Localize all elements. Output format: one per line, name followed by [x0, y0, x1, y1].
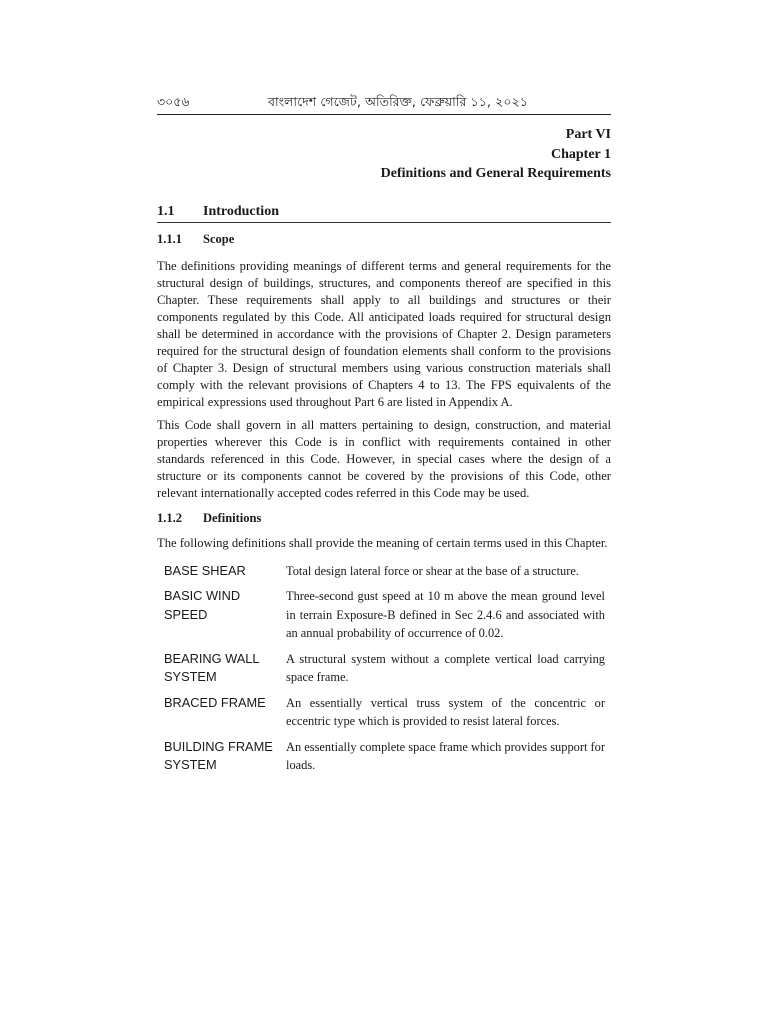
subsection-title: Definitions — [203, 510, 262, 525]
definition-row — [157, 562, 611, 581]
subsection-number: 1.1.2 — [157, 510, 182, 525]
section-title: Introduction — [203, 203, 279, 219]
subsection-heading-scope — [157, 232, 611, 247]
definition-description: An essentially vertical truss system of the concentric or eccentric type which is provided to resist lateral forces. — [286, 695, 605, 728]
gazette-header — [157, 92, 611, 112]
subsection-title: Scope — [203, 231, 235, 246]
definitions-list — [157, 562, 611, 775]
gazette-title: বাংলাদেশ গেজেট, অতিরিক্ত, ফেব্রুয়ারি ১১, ২০২১ — [268, 94, 528, 109]
definition-row — [157, 650, 611, 687]
definition-term: BUILDING FRAME SYSTEM — [164, 738, 273, 772]
definition-term: BRACED FRAME — [164, 694, 266, 710]
definition-description: Three-second gust speed at 10 m above the mean ground level in terrain Exposure-B defined in Sec 2.4.6 and associated with an annual probability of occurrence of 0.02. — [286, 589, 605, 640]
subsection-heading-definitions — [157, 511, 611, 526]
chapter-label: Chapter 1 — [550, 146, 611, 162]
section-heading — [157, 204, 611, 223]
scope-paragraph-2: This Code shall govern in all matters pertaining to design, construction, and material properties wherever this Code is in conflict with requirements contained in other standards referenced in this Code. However, in special cases where the design of a structure or its components cannot be covered by the provisions of this Code, other relevant internationally accepted codes referred in this Code may be used. — [157, 417, 611, 500]
definition-description: An essentially complete space frame which provides support for loads. — [286, 739, 605, 772]
definition-row — [157, 738, 611, 775]
scope-paragraph-1: The definitions providing meanings of different terms and general requirements for the structural design of buildings, structures, and components thereof are specified in this Chapter. These requirements shall apply to all buildings and structures or their components regulated by this Code. All anticipated loads required for structural design shall be determined in accordance with the provisions of Chapter 2. Design parameters required for the structural design of foundation elements shall conform to the provisions of Chapter 3. Design of structural members using various construction materials shall comply with the relevant provisions of Chapters 4 to 13. The FPS equivalents of the empirical expressions used throughout Part 6 are listed in Appendix A. — [157, 258, 611, 409]
definition-term: BASIC WIND SPEED — [164, 588, 241, 622]
part-label: Part VI — [565, 127, 611, 142]
header-rule — [157, 114, 611, 115]
chapter-title: Definitions and General Requirements — [380, 166, 611, 181]
definition-term: BEARING WALL SYSTEM — [164, 650, 260, 684]
page-number: ৩০৫৬ — [157, 94, 190, 109]
section-number: 1.1 — [157, 203, 175, 219]
document-page — [157, 92, 611, 782]
definitions-intro: The following definitions shall provide the meaning of certain terms used in this Chapter. — [157, 535, 608, 550]
definition-description: Total design lateral force or shear at the base of a structure. — [286, 563, 579, 578]
part-heading-block — [157, 125, 611, 184]
definition-description: A structural system without a complete vertical load carrying space frame. — [286, 651, 605, 684]
definition-term: BASE SHEAR — [164, 562, 246, 578]
definition-row — [157, 587, 611, 643]
subsection-number: 1.1.1 — [157, 231, 182, 246]
definition-row — [157, 694, 611, 731]
